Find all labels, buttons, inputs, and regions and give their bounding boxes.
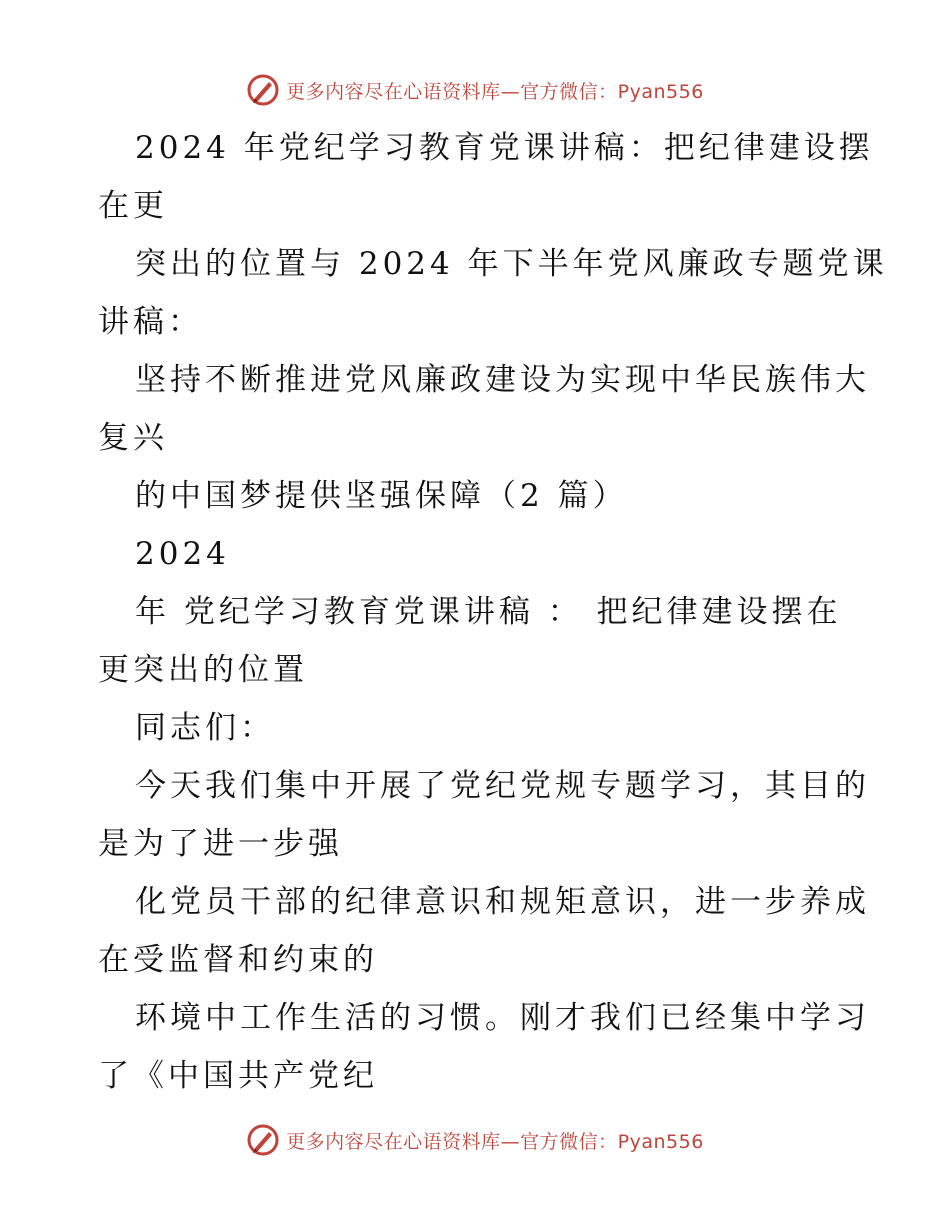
text-line: 环境中工作生活的习惯。刚才我们已经集中学习 [135,1000,870,1036]
header-banner [0,70,950,110]
text-line: 化党员干部的纪律意识和规矩意识，进一步养成 [135,884,870,920]
pen-logo-icon [246,1123,280,1157]
text-line: 更突出的位置 [98,652,308,688]
text-line: 同志们： [135,710,275,746]
text-line: 在更 [98,188,168,224]
text-line: 了《中国共产党纪 [98,1058,378,1094]
footer-banner [0,1120,950,1160]
text-line: 2024 年党纪学习教育党课讲稿：把纪律建设摆 [135,130,874,166]
text-line: 年 党纪学习教育党课讲稿 ： 把纪律建设摆在 [135,594,842,630]
text-line: 是为了进一步强 [98,826,343,862]
text-line: 复兴 [98,420,168,456]
text-line: 的中国梦提供坚强保障（2 篇） [135,478,628,514]
pen-logo-icon [246,73,280,107]
footer-banner-text: 更多内容尽在心语资料库—官方微信：Pyan556 [286,1130,704,1153]
text-line: 坚持不断推进党风廉政建设为实现中华民族伟大 [135,362,870,398]
text-line: 突出的位置与 2024 年下半年党风廉政专题党课 [135,246,888,282]
text-line: 讲稿： [98,304,203,340]
text-line: 今天我们集中开展了党纪党规专题学习，其目的 [135,768,870,804]
header-banner-text: 更多内容尽在心语资料库—官方微信：Pyan556 [286,80,704,103]
text-line: 2024 [135,536,230,572]
text-line: 在受监督和约束的 [98,942,378,978]
